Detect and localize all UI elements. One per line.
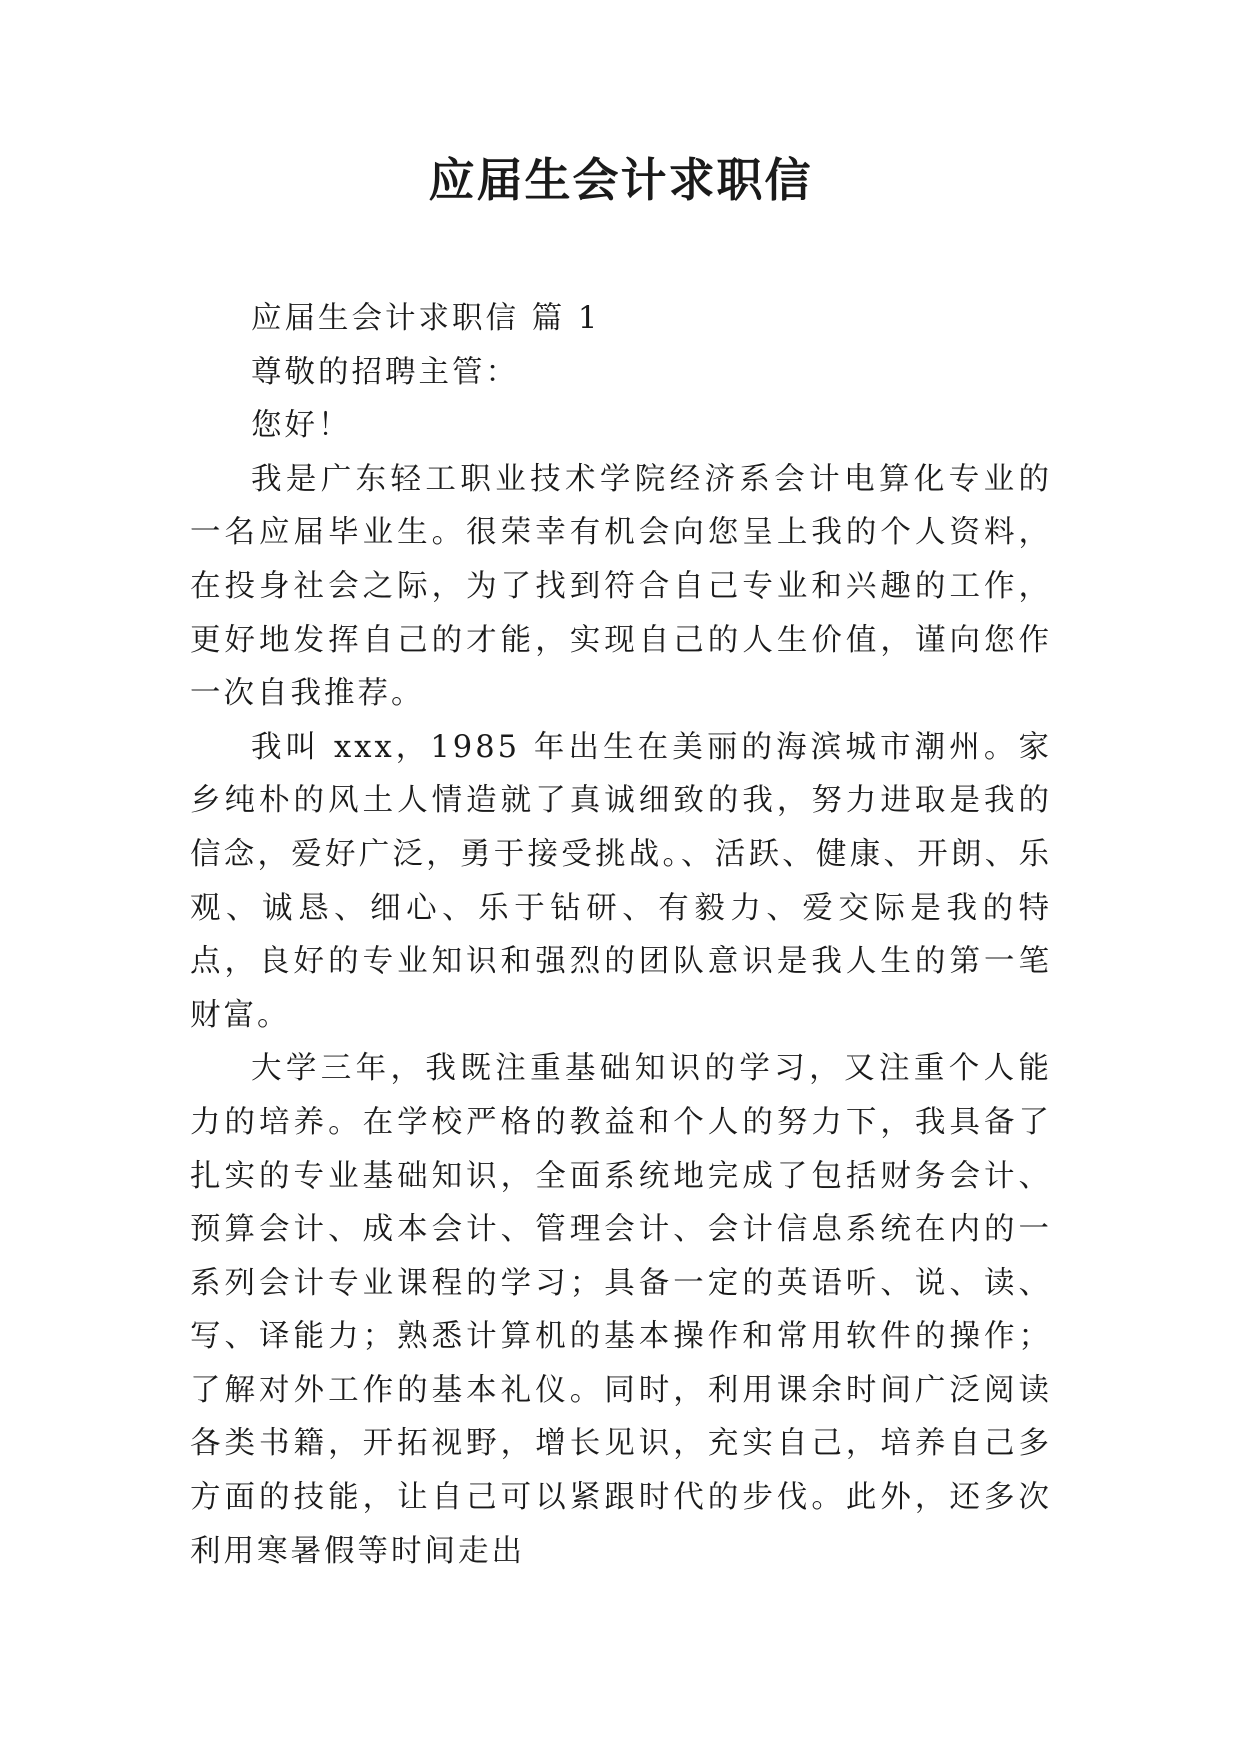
document-body <box>190 292 1052 1578</box>
greeting: 您好！ <box>251 408 352 444</box>
section-heading: 应届生会计求职信 篇 1 <box>251 301 601 336</box>
paragraph-introduction: 我是广东轻工职业技术学院经济系会计电算化专业的一名应届毕业生。很荣幸有机会向您呈上我的个人资料，在投身社会之际，为了找到符合自己专业和兴趣的工作，更好地发挥自己的才能，实现自己的人生价值，谨向您作一次自我推荐。 <box>190 461 1052 712</box>
salutation: 尊敬的招聘主管： <box>251 354 519 390</box>
paragraph-personal-background: 我叫 xxx，1985 年出生在美丽的海滨城市潮州。家乡纯朴的风土人情造就了真诚细致的我，努力进取是我的信念，爱好广泛，勇于接受挑战。、活跃、健康、开朗、乐观、诚恳、细心、乐于钻研、有毅力、爱交际是我的特点，良好的专业知识和强烈的团队意识是我人生的第一笔财富。 <box>190 729 1052 1033</box>
paragraph-education: 大学三年，我既注重基础知识的学习，又注重个人能力的培养。在学校严格的教益和个人的努力下，我具备了扎实的专业基础知识，全面系统地完成了包括财务会计、预算会计、成本会计、管理会计、会计信息系统在内的一系列会计专业课程的学习；具备一定的英语听、说、读、写、译能力；熟悉计算机的基本操作和常用软件的操作；了解对外工作的基本礼仪。同时，利用课余时间广泛阅读各类书籍，开拓视野，增长见识，充实自己，培养自己多方面的技能，让自己可以紧跟时代的步伐。此外，还多次利用寒暑假等时间走出 <box>190 1051 1052 1569</box>
document-title: 应届生会计求职信 <box>428 153 813 207</box>
